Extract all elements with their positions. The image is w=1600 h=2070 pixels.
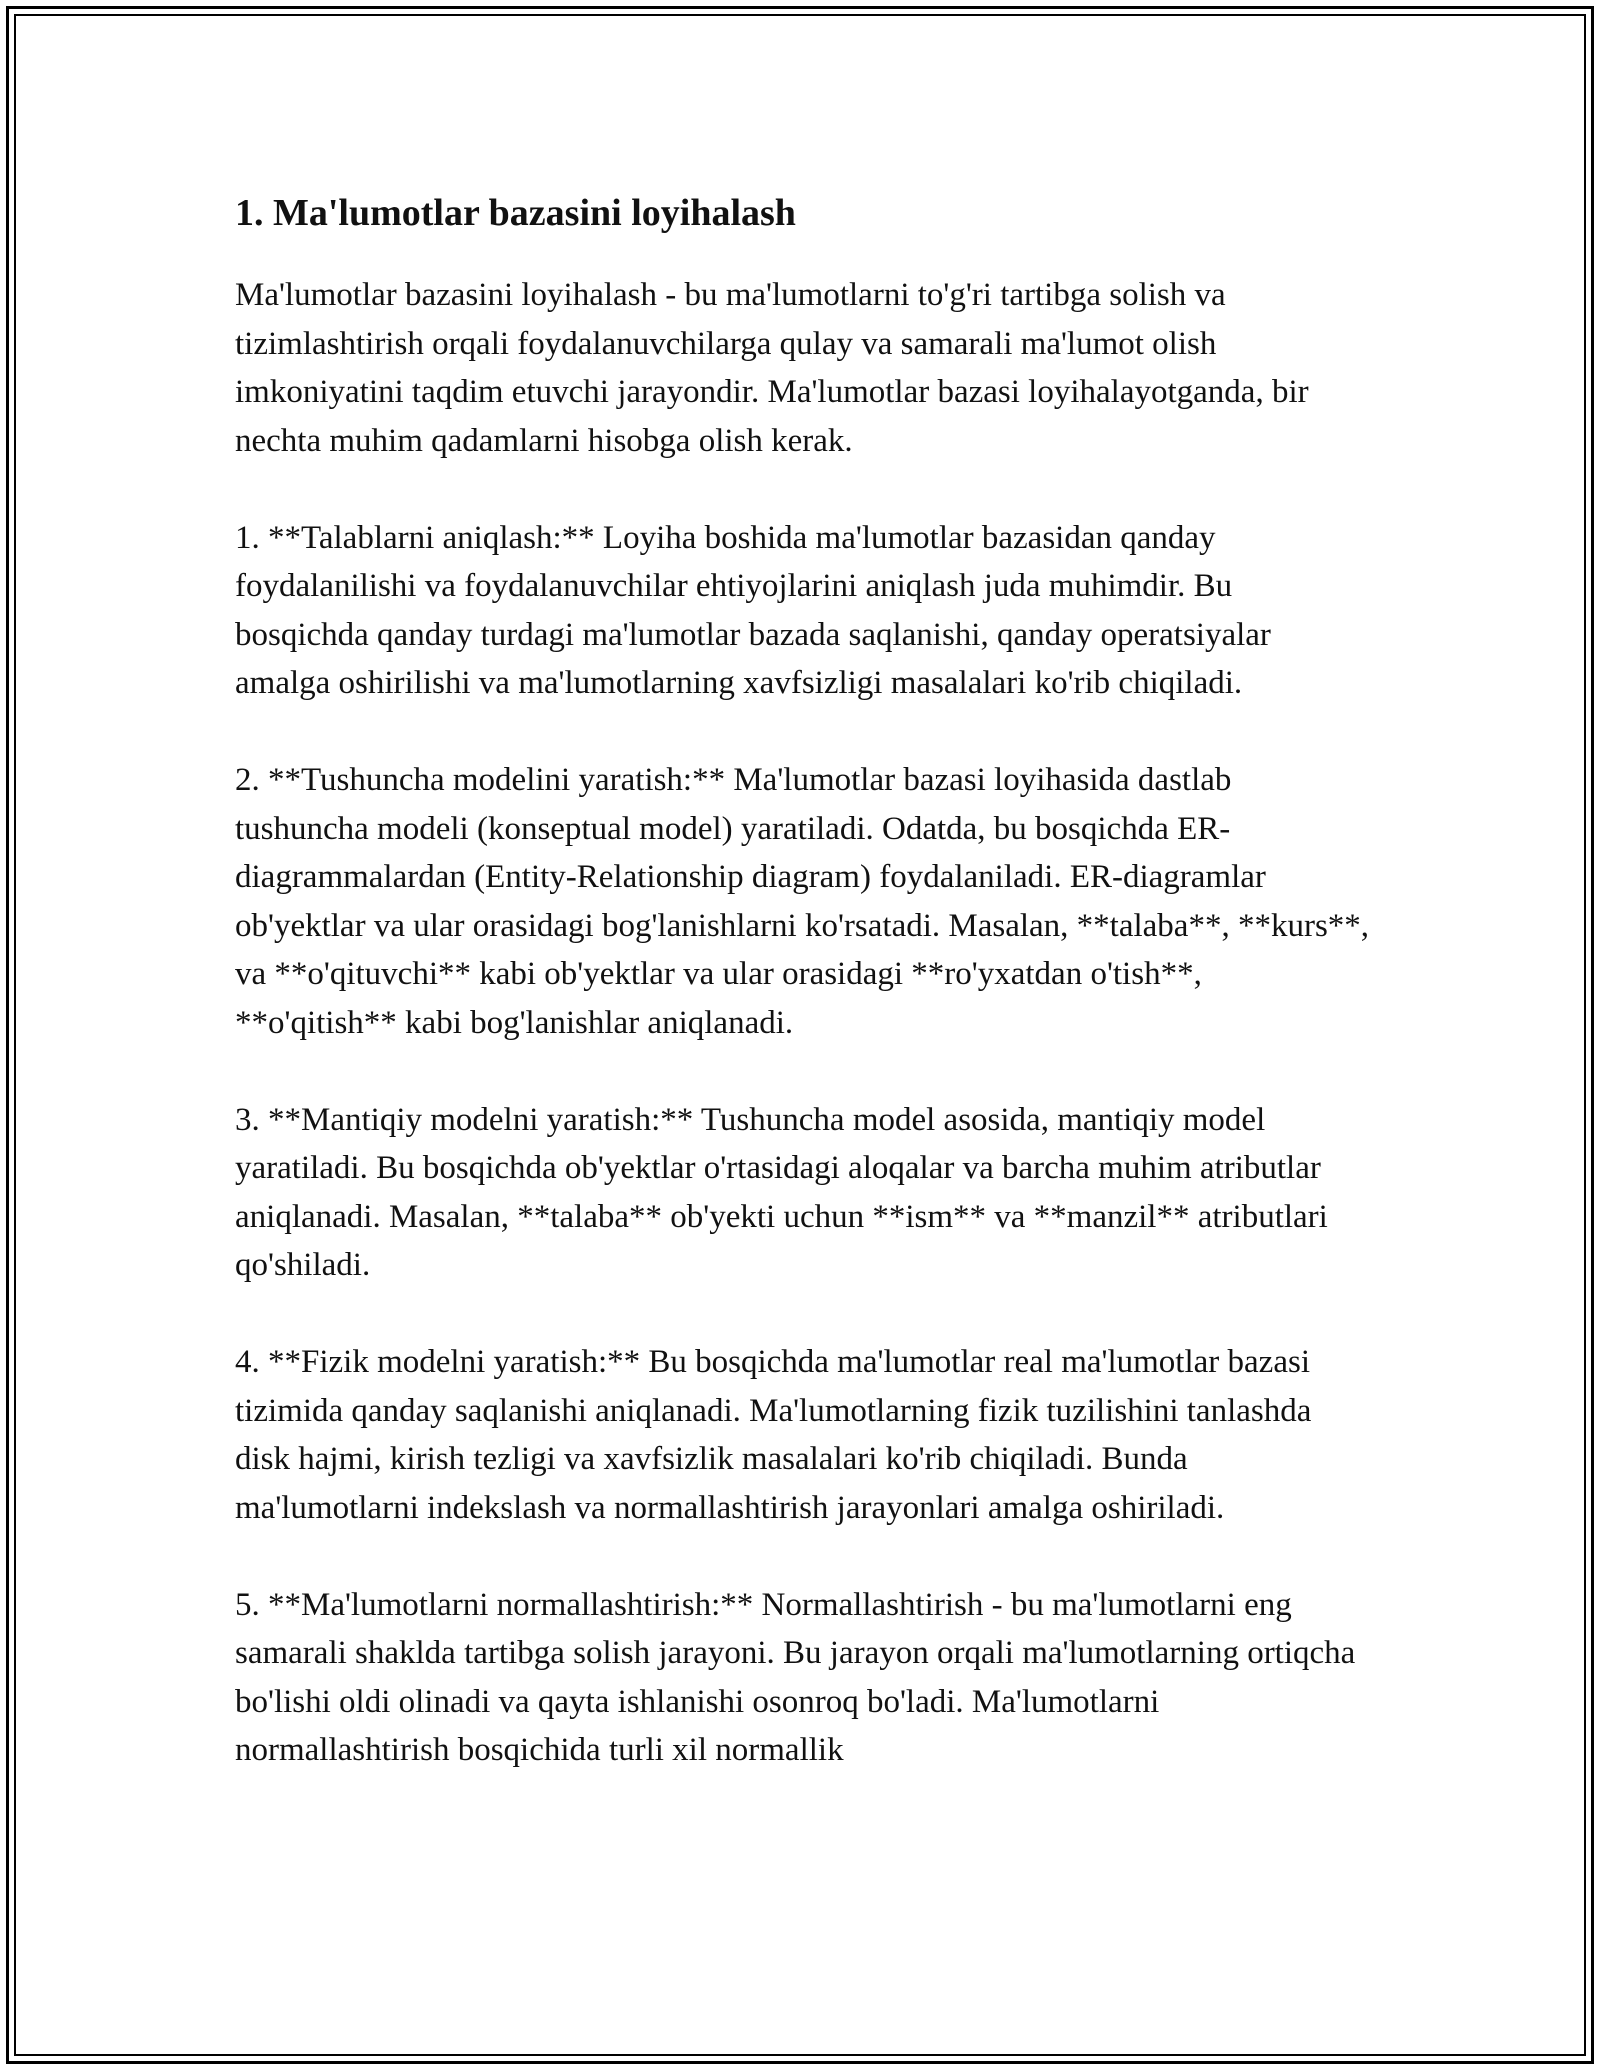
step-5-paragraph: 5. **Ma'lumotlarni normallashtirish:** Normallashtirish - bu ma'lumotlarni eng samarali shaklda tartibga solish jarayoni. Bu jarayon orqali ma'lumotlarning ortiqcha bo'lishi oldi olinadi va qayta ishlanishi osonroq bo'ladi. Ma'lumotlarni normallashtirish bosqichida turli xil normallik	[235, 1586, 1356, 1768]
step-2-paragraph: 2. **Tushuncha modelini yaratish:** Ma'lumotlar bazasi loyihasida dastlab tushuncha modeli (konseptual model) yaratiladi. Odatda, bu bosqichda ER-diagrammalardan (Entity-Relationship diagram) foydalaniladi. ER-diagramlar ob'yektlar va ular orasidagi bog'lanishlarni ko'rsatadi. Masalan, **talaba**, **kurs**, va **o'qituvchi** kabi ob'yektlar va ular orasidagi **ro'yxatdan o'tish**, **o'qitish** kabi bog'lanishlar aniqlanadi.	[235, 762, 1370, 1041]
step-1-paragraph: 1. **Talablarni aniqlash:** Loyiha boshida ma'lumotlar bazasidan qanday foydalanilishi va foydalanuvchilar ehtiyojlarini aniqlash juda muhimdir. Bu bosqichda qanday turdagi ma'lumotlar bazada saqlanishi, qanday operatsiyalar amalga oshirilishi va ma'lumotlarning xavfsizligi masalalari ko'rib chiqiladi.	[235, 519, 1271, 701]
document-body	[235, 185, 1370, 1823]
step-3-paragraph: 3. **Mantiqiy modelni yaratish:** Tushuncha model asosida, mantiqiy model yaratiladi. Bu bosqichda ob'yektlar o'rtasidagi aloqalar va barcha muhim atributlar aniqlanadi. Masalan, **talaba** ob'yekti uchun **ism** va **manzil** atributlari qo'shiladi.	[235, 1101, 1328, 1283]
section-heading: 1. Ma'lumotlar bazasini loyihalash	[235, 192, 796, 234]
intro-paragraph: Ma'lumotlar bazasini loyihalash - bu ma'lumotlarni to'g'ri tartibga solish va tizimlashtirish orqali foydalanuvchilarga qulay va samarali ma'lumot olish imkoniyatini taqdim etuvchi jarayondir. Ma'lumotlar bazasi loyihalayotganda, bir nechta muhim qadamlarni hisobga olish kerak.	[235, 277, 1309, 459]
step-4-paragraph: 4. **Fizik modelni yaratish:** Bu bosqichda ma'lumotlar real ma'lumotlar bazasi tizimida qanday saqlanishi aniqlanadi. Ma'lumotlarning fizik tuzilishini tanlashda disk hajmi, kirish tezligi va xavfsizlik masalalari ko'rib chiqiladi. Bunda ma'lumotlarni indekslash va normallashtirish jarayonlari amalga oshiriladi.	[235, 1344, 1312, 1526]
